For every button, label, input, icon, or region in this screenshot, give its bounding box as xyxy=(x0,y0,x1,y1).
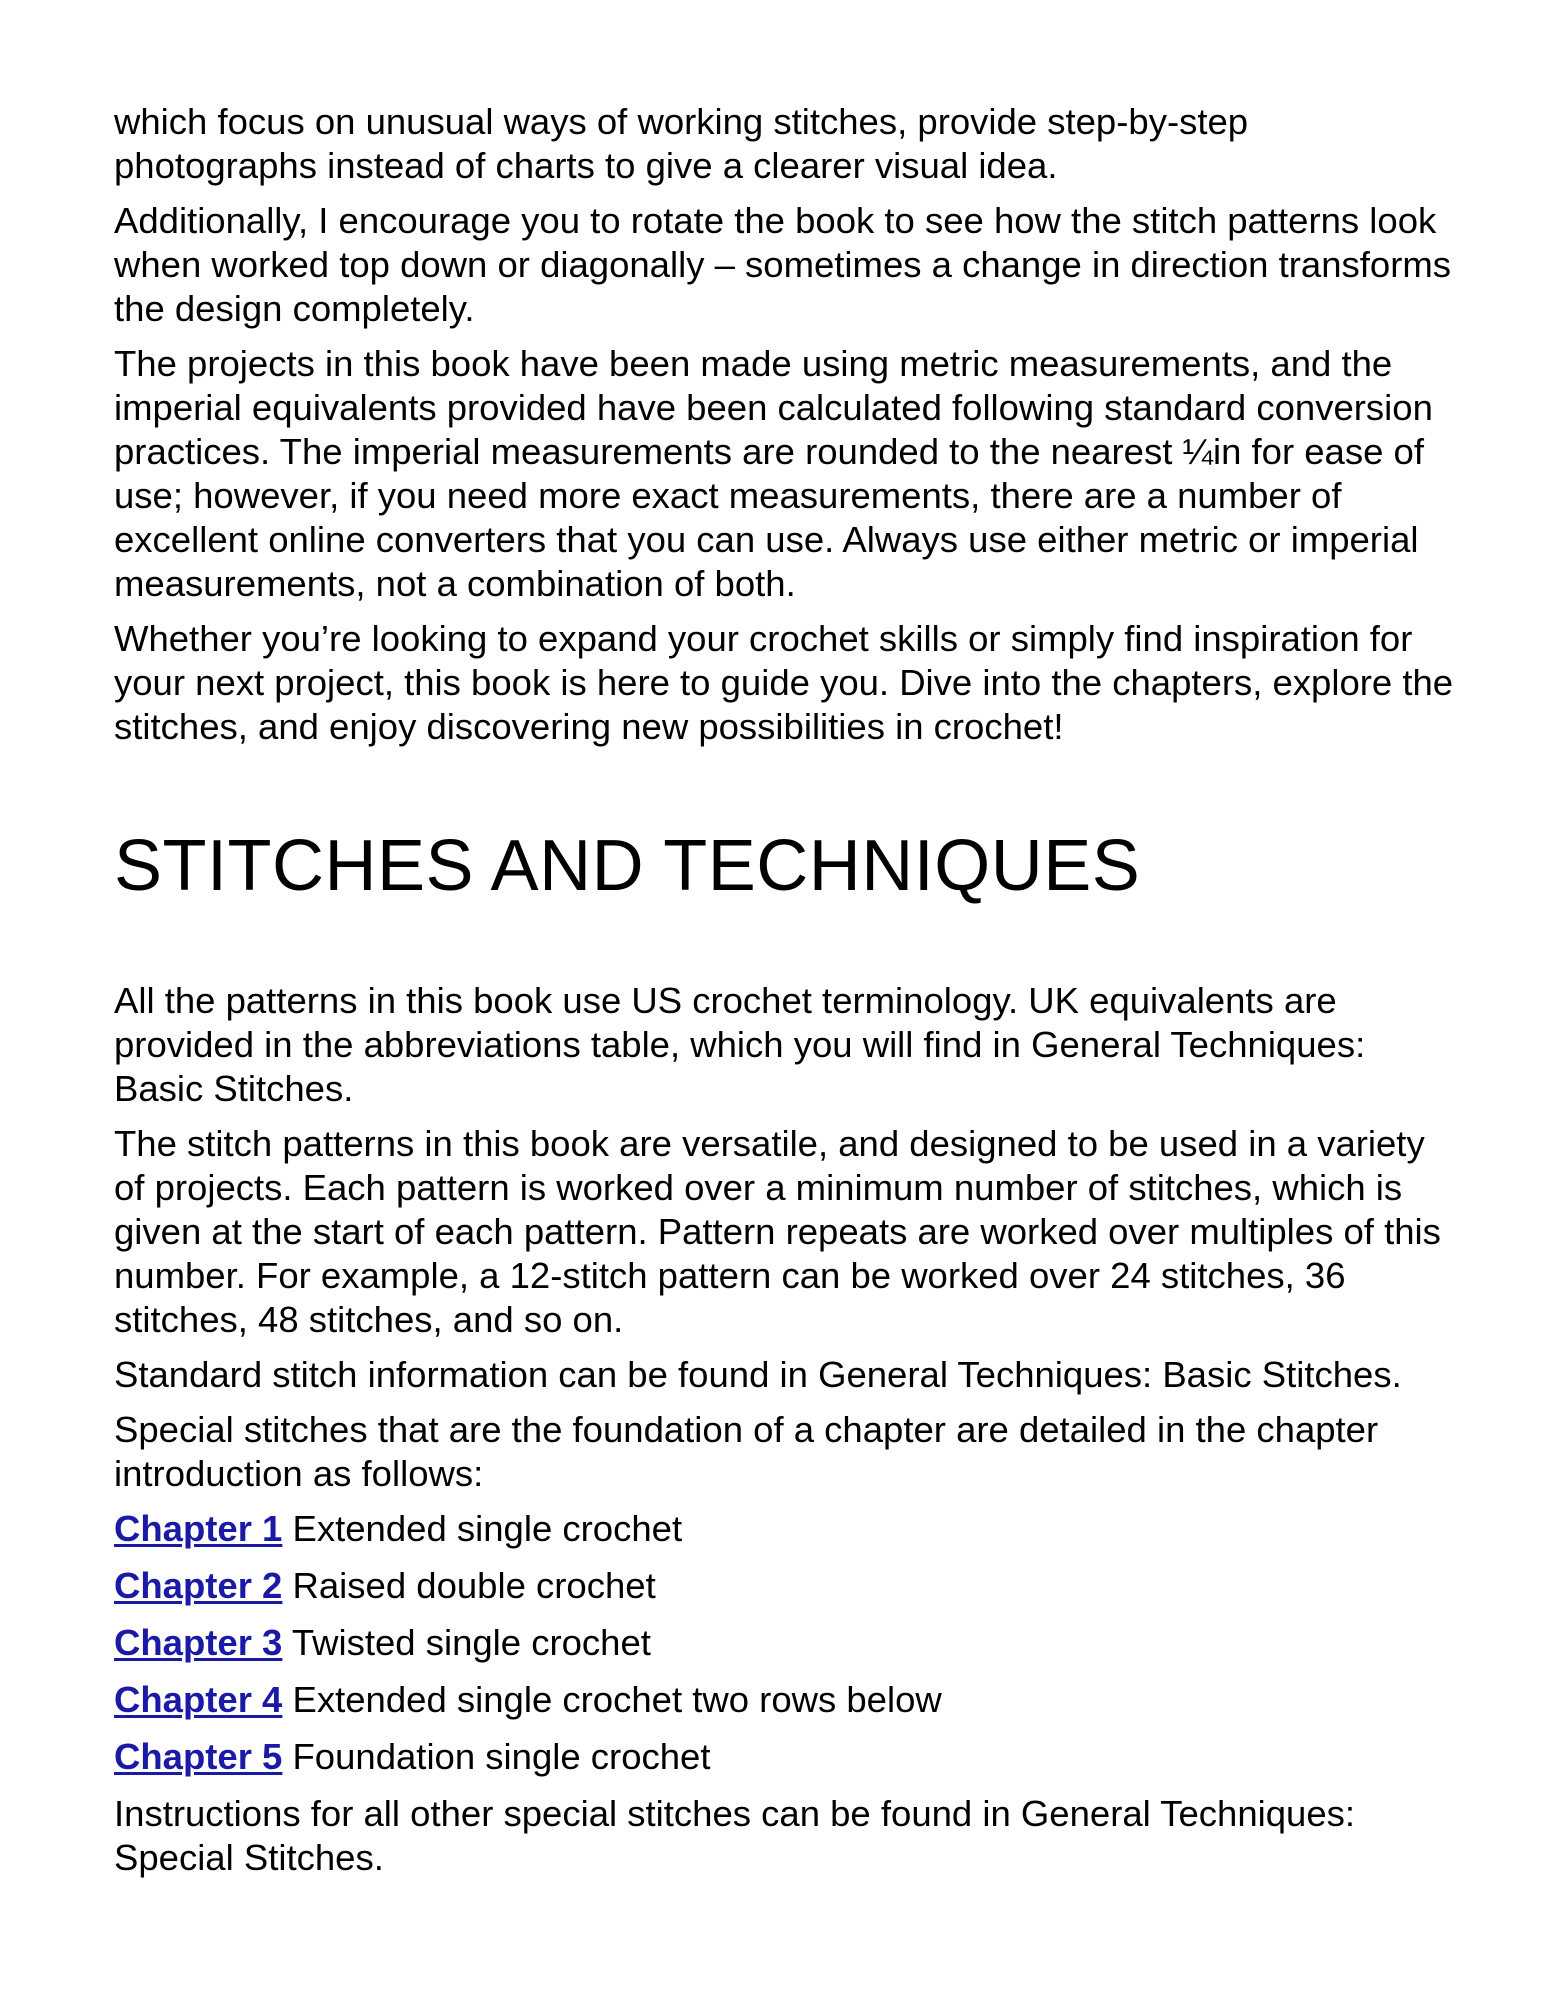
chapter-item-3 xyxy=(114,1621,1454,1665)
chapter-list xyxy=(114,1507,1454,1779)
chapter-5-link[interactable]: Chapter 5 xyxy=(114,1736,283,1777)
intro-paragraph: which focus on unusual ways of working stitches, provide step-by-step photographs instead of charts to give a clearer visual idea. xyxy=(114,101,1249,186)
chapter-item-1 xyxy=(114,1507,1454,1551)
chapter-3-description: Twisted single crochet xyxy=(291,1622,651,1663)
chapter-item-2 xyxy=(114,1564,1454,1608)
section-heading: STITCHES AND TECHNIQUES xyxy=(114,826,1141,906)
document-page xyxy=(114,100,1454,1891)
closing-paragraph: Instructions for all other special stitches can be found in General Techniques: Special Stitches. xyxy=(114,1793,1356,1878)
chapter-1-description: Extended single crochet xyxy=(292,1508,683,1549)
chapter-2-link[interactable]: Chapter 2 xyxy=(114,1565,283,1606)
intro-paragraph: The projects in this book have been made using metric measurements, and the imperial equivalents provided have been calculated following standard conversion practices. The imperial measurements are rounded to the nearest ¼in for ease of use; however, if you need more exact measurements, there are a number of excellent online converters that you can use. Always use either metric or imperial measurements, not a combination of both. xyxy=(114,343,1433,604)
chapter-4-description: Extended single crochet two rows below xyxy=(292,1679,942,1720)
section-paragraph: The stitch patterns in this book are versatile, and designed to be used in a variety of projects. Each pattern is worked over a minimum number of stitches, which is given at the start of each pattern. Pattern repeats are worked over multiples of this number. For example, a 12-stitch pattern can be worked over 24 stitches, 36 stitches, 48 stitches, and so on. xyxy=(114,1123,1441,1340)
section-paragraph: Special stitches that are the foundation of a chapter are detailed in the chapter introduction as follows: xyxy=(114,1409,1379,1494)
chapter-2-description: Raised double crochet xyxy=(292,1565,656,1606)
chapter-3-link[interactable]: Chapter 3 xyxy=(114,1622,283,1663)
chapter-5-description: Foundation single crochet xyxy=(292,1736,711,1777)
chapter-item-5 xyxy=(114,1735,1454,1779)
chapter-1-link[interactable]: Chapter 1 xyxy=(114,1508,283,1549)
section-paragraph: Standard stitch information can be found in General Techniques: Basic Stitches. xyxy=(114,1354,1402,1395)
chapter-item-4 xyxy=(114,1678,1454,1722)
intro-paragraph: Additionally, I encourage you to rotate the book to see how the stitch patterns look when worked top down or diagonally – sometimes a change in direction transforms the design completely. xyxy=(114,200,1452,329)
chapter-4-link[interactable]: Chapter 4 xyxy=(114,1679,283,1720)
intro-paragraph: Whether you’re looking to expand your crochet skills or simply find inspiration for your next project, this book is here to guide you. Dive into the chapters, explore the stitches, and enjoy discovering new possibilities in crochet! xyxy=(114,618,1454,747)
section-paragraph: All the patterns in this book use US crochet terminology. UK equivalents are provided in the abbreviations table, which you will find in General Techniques: Basic Stitches. xyxy=(114,980,1366,1109)
